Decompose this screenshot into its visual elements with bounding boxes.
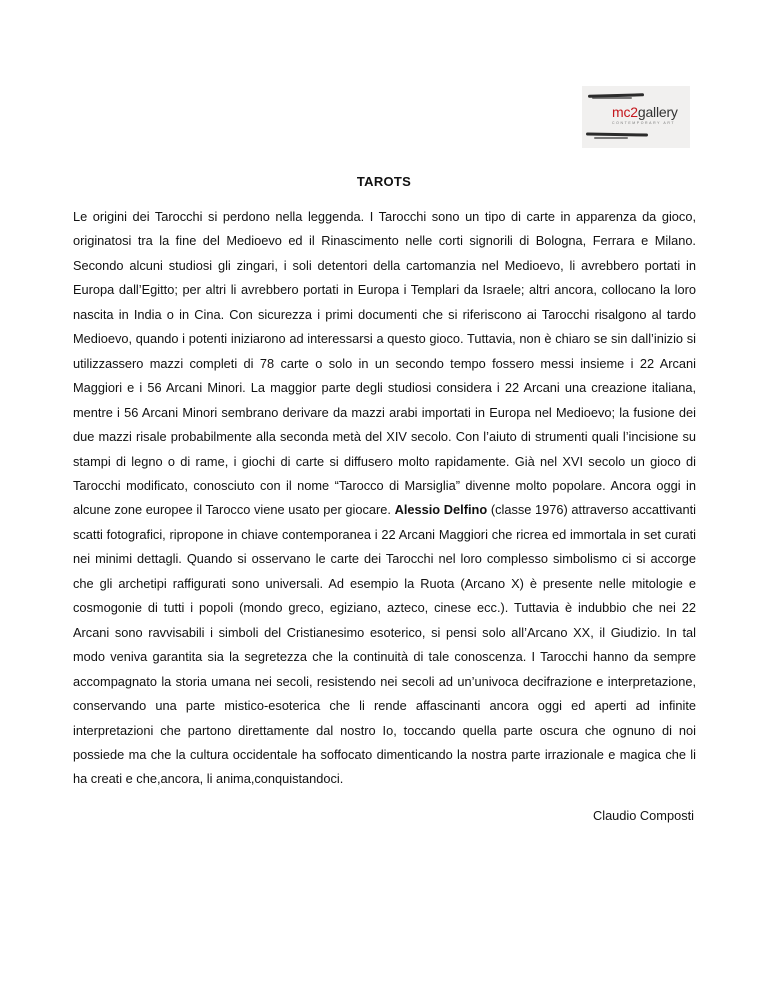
body-paragraph (73, 205, 696, 792)
logo-brush-stroke-bottom-thin (594, 137, 628, 139)
logo-subtitle: CONTEMPORARY ART (612, 121, 676, 125)
body-text-part1: Le origini dei Tarocchi si perdono nella leggenda. I Tarocchi sono un tipo di carte in apparenza da gioco, originatosi tra la fine del Medioevo ed il Rinascimento nelle corti signorili di Bologna, Ferrara e Milano. Secondo alcuni studiosi gli zingari, i soli detentori della cartomanzia nel Medioevo, li avrebbero portati in Europa dall’Egitto; per altri li avrebbero portati in Europa i Templari da Israele; altri ancora, collocano la loro nascita in India o in Cina. Con sicurezza i primi documenti che si riferiscono ai Tarocchi risalgono al tardo Medioevo, quando i potenti iniziarono ad interessarsi a questo gioco. Tuttavia, non è chiaro se sin dall’inizio si utilizzassero mazzi completi di 78 carte o solo in un secondo tempo fossero messi insieme i 22 Arcani Maggiori e i 56 Arcani Minori. La maggior parte degli studiosi considera i 22 Arcani una creazione italiana, mentre i 56 Arcani Minori sembrano derivare da mazzi arabi importati in Europa nel Medioevo; la fusione dei due mazzi risale probabilmente alla seconda metà del XIV secolo. Con l’aiuto di strumenti quali l’incisione su stampi di legno o di rame, i giochi di carte si diffusero molto rapidamente. Già nel XVI secolo un gioco di Tarocchi modificato, conosciuto con il nome “Tarocco di Marsiglia” divenne molto popolare. Ancora oggi in alcune zone europee il Tarocco viene usato per giocare. (73, 209, 696, 518)
artist-name: Alessio Delfino (394, 502, 488, 518)
logo-brush-stroke-bottom (586, 132, 648, 136)
body-text-part2: (classe 1976) attraverso accattivanti scatti fotografici, ripropone in chiave contemporanea i 22 Arcani Maggiori che ricrea ed immortala in set curati nei minimi dettagli. Quando si osservano le carte dei Tarocchi nel loro complesso simbolismo ci si accorge che gli archetipi raffigurati sono universali. Ad esempio la Ruota (Arcano X) è presente nelle mitologie e cosmogonie di tutti i popoli (mondo greco, egiziano, azteco, cinese ecc.). Tuttavia è indubbio che nei 22 Arcani sono ravvisabili i simboli del Cristianesimo esoterico, si pensi solo all’Arcano XX, il Giudizio. In tal modo veniva garantita sia la segretezza che la continuità di tale conoscenza. I Tarocchi hanno da sempre accompagnato la storia umana nei secoli, resistendo nei secoli ad un’univoca decifrazione e interpretazione, conservando una parte mistico-esoterica che li rende affascinanti ancora oggi ed aperti ad infinite interpretazioni che partono direttamente dal nostro Io, toccando quella parte oscura che ognuno di noi possiede ma che la cultura occidentale ha soffocato dimenticando la nostra parte irrazionale e magica che li ha creati e che,ancora, li anima,conquistandoci. (73, 502, 696, 787)
logo-brush-stroke-top-thin (592, 97, 632, 99)
logo-gallery: gallery (637, 104, 678, 120)
logo-wordmark (612, 104, 678, 120)
gallery-logo (582, 86, 690, 148)
author-signature: Claudio Composti (592, 808, 694, 823)
logo-mc2: mc2 (612, 104, 638, 120)
document-title: TAROTS (356, 174, 412, 189)
